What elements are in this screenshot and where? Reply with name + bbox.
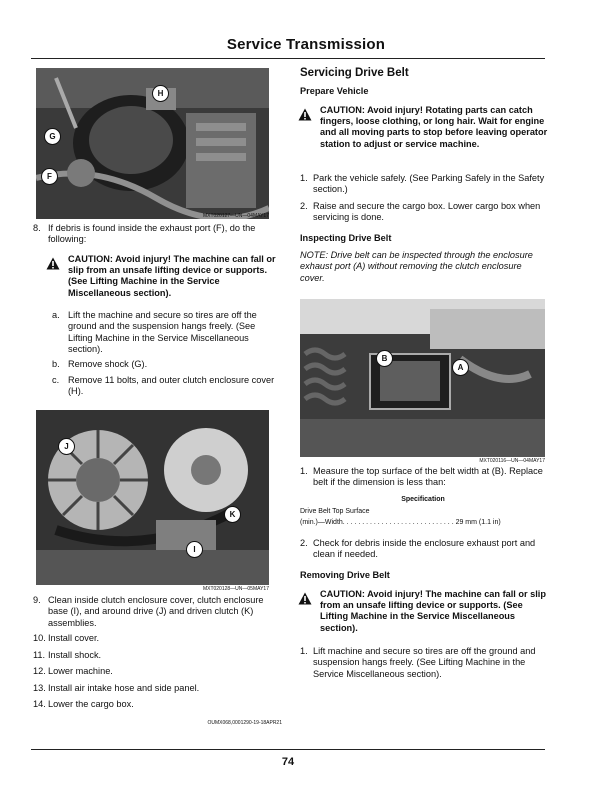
caution-block-lifting <box>46 254 282 300</box>
step-number: 11. <box>33 650 46 660</box>
callout-g: G <box>44 128 61 145</box>
step-text: Raise and secure the cargo box. Lower cargo box when servicing is done. <box>313 201 541 223</box>
document-code: OUMX068,0001290-19-18APR21 <box>207 720 282 726</box>
substep-text: Lift the machine and secure so tires are off the ground and the suspension hangs freely. (See Lifting Machine in the Service Miscellaneous section). <box>68 310 257 355</box>
warning-triangle-icon <box>46 257 60 270</box>
heading-inspecting-drive-belt: Inspecting Drive Belt <box>300 233 392 243</box>
prep-step-1 <box>300 173 548 197</box>
substep-letter: b. <box>52 359 60 369</box>
heading-removing-drive-belt: Removing Drive Belt <box>300 570 390 580</box>
callout-f: F <box>41 168 58 185</box>
step-number: 1. <box>300 646 308 656</box>
step-text: Lift machine and secure so tires are off the ground and suspension hangs freely. (See Lifting Machine in the Service Miscellaneous section). <box>313 646 536 679</box>
warning-triangle-icon <box>298 108 312 121</box>
section-title-servicing-drive-belt: Servicing Drive Belt <box>300 67 409 79</box>
specification-value: (min.)—Width. . . . . . . . . . . . . . . . . . . . . . . . . . . . . 29 mm (1.1 in) <box>300 519 501 526</box>
step-number: 2. <box>300 538 308 548</box>
substep-text: Remove 11 bolts, and outer clutch enclosure cover (H). <box>68 375 275 397</box>
step-number: 1. <box>300 466 308 476</box>
header-rule <box>31 58 545 59</box>
substep-c <box>52 375 282 399</box>
clutch-photo-illustration <box>36 410 269 585</box>
callout-i: I <box>186 541 203 558</box>
caution-text: CAUTION: Avoid injury! The machine can fall or slip from an unsafe lifting device or supports. (See Lifting Machine in the Service Miscellaneous section). <box>68 254 276 298</box>
callout-b: B <box>376 350 393 367</box>
engine-photo-figure <box>36 68 269 219</box>
step-text: Install air intake hose and side panel. <box>48 683 200 693</box>
step-number: 10. <box>33 633 46 643</box>
prep-step-2 <box>300 201 548 225</box>
page-title: Service Transmission <box>226 36 386 53</box>
step-text: Check for debris inside the enclosure exhaust port and clean if needed. <box>313 538 536 560</box>
step-12 <box>33 666 281 678</box>
substep-letter: a. <box>52 310 60 320</box>
inspect-step-2 <box>300 538 548 562</box>
callout-h: H <box>152 85 169 102</box>
substep-a <box>52 310 282 355</box>
caution-block-lifting-2 <box>298 589 548 637</box>
step-text: Lower machine. <box>48 666 113 676</box>
step-text: Install cover. <box>48 633 100 643</box>
note-text: NOTE: Drive belt can be inspected through the enclosure exhaust port (A) without removing the clutch enclosure cover. <box>300 250 533 283</box>
step-number: 13. <box>33 683 46 693</box>
step-text: Lower the cargo box. <box>48 699 134 709</box>
callout-k: K <box>224 506 241 523</box>
step-number: 9. <box>33 595 41 605</box>
figure3-caption: MXT020116—UN—04MAY17 <box>479 458 545 464</box>
step-number: 8. <box>33 223 41 233</box>
step-11 <box>33 650 281 662</box>
step-13 <box>33 683 281 695</box>
page-number: 74 <box>281 756 295 768</box>
step-number: 2. <box>300 201 308 211</box>
substep-b <box>52 359 282 371</box>
step-text: Clean inside clutch enclosure cover, clutch enclosure base (I), and around drive (J) and driven clutch (K) assemblies. <box>48 595 264 628</box>
step-10 <box>33 633 281 645</box>
caution-block-rotating-parts <box>298 105 548 163</box>
exhaust-port-photo-illustration <box>300 299 545 457</box>
figure2-caption: MXT020128—UN—05MAY17 <box>202 586 269 592</box>
specification-title: Specification <box>401 496 445 503</box>
substep-text: Remove shock (G). <box>68 359 148 369</box>
callout-a: A <box>452 359 469 376</box>
step-text: Park the vehicle safely. (See Parking Safely in the Safety section.) <box>313 173 545 195</box>
step-14 <box>33 699 281 711</box>
callout-j: J <box>58 438 75 455</box>
caution-text: CAUTION: Avoid injury! The machine can fall or slip from an unsafe lifting device or supports. (See Lifting Machine in the Service Miscellaneous section). <box>320 589 546 633</box>
step-number: 12. <box>33 666 46 676</box>
substep-letter: c. <box>52 375 60 385</box>
heading-prepare-vehicle: Prepare Vehicle <box>300 86 369 96</box>
step-text: Install shock. <box>48 650 102 660</box>
note-drive-belt <box>300 250 546 286</box>
warning-triangle-icon <box>298 592 312 605</box>
figure1-caption: MXT020127—UN—04MAY17 <box>202 213 269 219</box>
caution-text: CAUTION: Avoid injury! Rotating parts can catch fingers, loose clothing, or long hair. Wait for engine and all moving parts to stop before leaving operator station to adjust or service machine. <box>320 105 548 149</box>
step-text: Measure the top surface of the belt width at (B). Replace belt if the dimension is less than: <box>313 466 543 488</box>
step-8 <box>33 223 281 247</box>
step-9 <box>33 595 281 631</box>
step-number: 14. <box>33 699 46 709</box>
clutch-photo-figure <box>36 410 269 585</box>
step-text: If debris is found inside the exhaust port (F), do the following: <box>48 223 256 245</box>
specification-label: Drive Belt Top Surface <box>300 508 370 515</box>
remove-step-1 <box>300 646 548 682</box>
exhaust-port-photo-figure <box>300 299 545 457</box>
footer-rule <box>31 749 545 750</box>
step-number: 1. <box>300 173 308 183</box>
inspect-step-1 <box>300 466 548 490</box>
